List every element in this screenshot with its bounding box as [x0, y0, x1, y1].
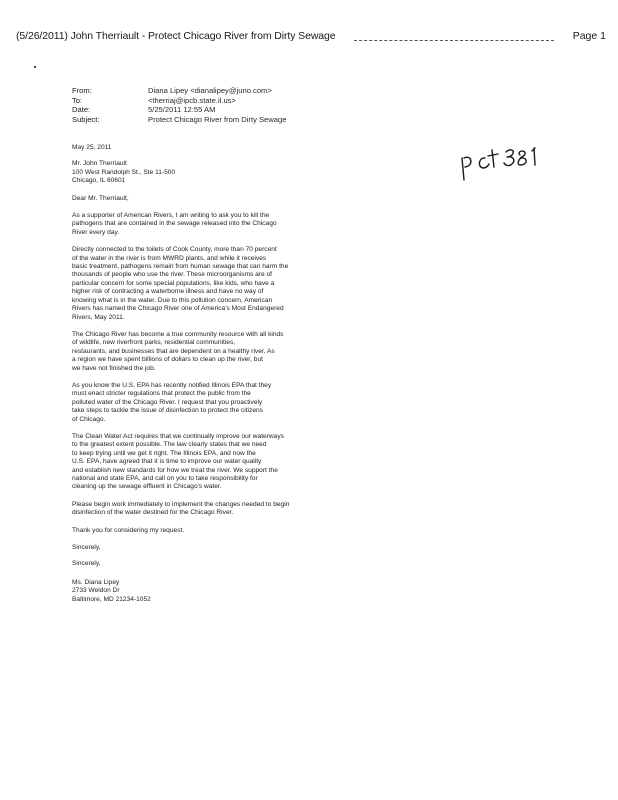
paragraph-line: of wildlife, new riverfront parks, residential communities,: [72, 339, 236, 347]
paragraph-line: thousands of people who use the river. These microorganisms are of: [72, 271, 272, 279]
signature-street: 2733 Weldon Dr: [72, 587, 120, 595]
email-to-row: [72, 96, 286, 106]
email-date-row: [72, 105, 286, 115]
email-from-row: [72, 86, 286, 96]
email-from-label: From:: [72, 86, 92, 95]
closing-1: Sincerely,: [72, 544, 101, 552]
fax-page-number: Page 1: [572, 30, 606, 42]
email-to-value: <therriaj@ipcb.state.il.us>: [148, 95, 236, 105]
paragraph-1: [72, 212, 347, 237]
paragraph-line: to the greatest extent possible. The law clearly states that we need: [72, 441, 267, 449]
paragraph-line: Rivers has named the Chicago River one of America's Most Endangered: [72, 305, 284, 313]
paragraph-line: polluted water of the Chicago River. I request that you proactively: [72, 398, 263, 406]
paragraph-line: Rivers, May 2011.: [72, 313, 125, 321]
paragraph-line: U.S. EPA, have agreed that it is time to improve our water quality: [72, 458, 262, 466]
fax-header-title: (5/26/2011) John Therriault - Protect Chicago River from Dirty Sewage: [16, 30, 336, 42]
paragraph-line: Thank you for considering my request.: [72, 526, 185, 534]
paragraph-line: Directly connected to the toilets of Cook County, more than 70 percent: [72, 246, 277, 254]
recipient-street: 100 West Randolph St., Ste 11-500: [72, 168, 176, 176]
handwritten-note: [458, 140, 558, 184]
recipient-name: Mr. John Therriault: [72, 160, 127, 168]
paragraph-line: must enact stricter regulations that protect the public from the: [72, 390, 251, 398]
paragraph-line: The Clean Water Act requires that we continually improve our waterways: [72, 432, 284, 440]
paragraph-line: restaurants, and businesses that are dependent on a healthy river. As: [72, 347, 275, 355]
email-to-label: To:: [72, 95, 83, 105]
email-from-value: Diana Lipey <dianalipey@juno.com>: [148, 86, 272, 95]
paragraph-line: disinfection of the water destined for the Chicago River.: [72, 509, 234, 517]
fax-header: [16, 30, 606, 44]
paragraph-line: national and state EPA, and call on you to take responsibility for: [72, 475, 258, 482]
paragraph-line: we have not finished the job.: [72, 364, 156, 372]
paragraph-line: Please begin work immediately to implement the changes needed to begin: [72, 500, 290, 508]
paragraph-line: River every day.: [72, 228, 120, 236]
paragraph-line: cleaning up the sewage effluent in Chicago's water.: [72, 483, 222, 491]
paragraph-line: of Chicago.: [72, 415, 106, 423]
paragraph-3: [72, 331, 347, 373]
email-subject-row: [72, 115, 286, 125]
recipient-city: Chicago, IL 60601: [72, 177, 126, 185]
paragraph-line: a region we have spent billions of dollars to clean up the river, but: [72, 356, 263, 364]
email-subject-value: Protect Chicago River from Dirty Sewage: [148, 114, 287, 124]
paragraph-line: of the water in the river is from MWRD plants, and while it receives: [72, 254, 267, 262]
paragraph-line: As you know the U.S. EPA has recently notified Illinois EPA that they: [72, 381, 272, 389]
letter-date: May 25, 2011: [72, 144, 112, 151]
closing-2: Sincerely,: [72, 560, 101, 568]
paragraph-7: [72, 527, 347, 535]
paragraph-line: As a supporter of American Rivers, I am writing to ask you to kill the: [72, 212, 270, 220]
email-header: [72, 86, 286, 124]
signature-city: Baltimore, MD 21234-1052: [72, 595, 151, 603]
paragraph-line: pathogens that are contained in the sewage released into the Chicago: [72, 220, 277, 228]
email-date-label: Date:: [72, 105, 91, 115]
email-subject-label: Subject:: [72, 114, 100, 124]
paragraph-line: to keep trying until we get it right. The Illinois EPA, and now the: [72, 449, 256, 457]
email-date-value: 5/25/2011 12:55 AM: [148, 105, 216, 115]
paragraph-line: basic treatment, pathogens remain from human sewage that can harm the: [72, 263, 289, 271]
signature-block: [72, 579, 347, 604]
paragraph-2: [72, 246, 347, 322]
signature-name: Ms. Diana Lipey: [72, 578, 120, 586]
paragraph-5: [72, 433, 347, 492]
scan-speck: [34, 66, 36, 68]
fax-header-rule: [354, 40, 554, 41]
letter-body: [72, 144, 347, 604]
salutation: Dear Mr. Therriault,: [72, 194, 129, 202]
paragraph-line: particular concern for some special populations, like kids, who have a: [72, 279, 275, 287]
paragraph-line: The Chicago River has become a true community resource with all kinds: [72, 330, 284, 338]
paragraph-line: and establish new standards for how we treat the river. We support the: [72, 466, 278, 474]
paragraph-line: knowing what is in the water. Due to this pollution concern, American: [72, 296, 273, 304]
recipient-address: [72, 160, 347, 185]
paragraph-6: [72, 501, 347, 518]
paragraph-4: [72, 382, 347, 424]
paragraph-line: higher risk of contracting a waterborne illness and have no way of: [72, 288, 264, 296]
paragraph-line: take steps to tackle the issue of disinfection to protect the citizens: [72, 407, 263, 415]
handwritten-note-text: pcit 381: [460, 183, 464, 184]
